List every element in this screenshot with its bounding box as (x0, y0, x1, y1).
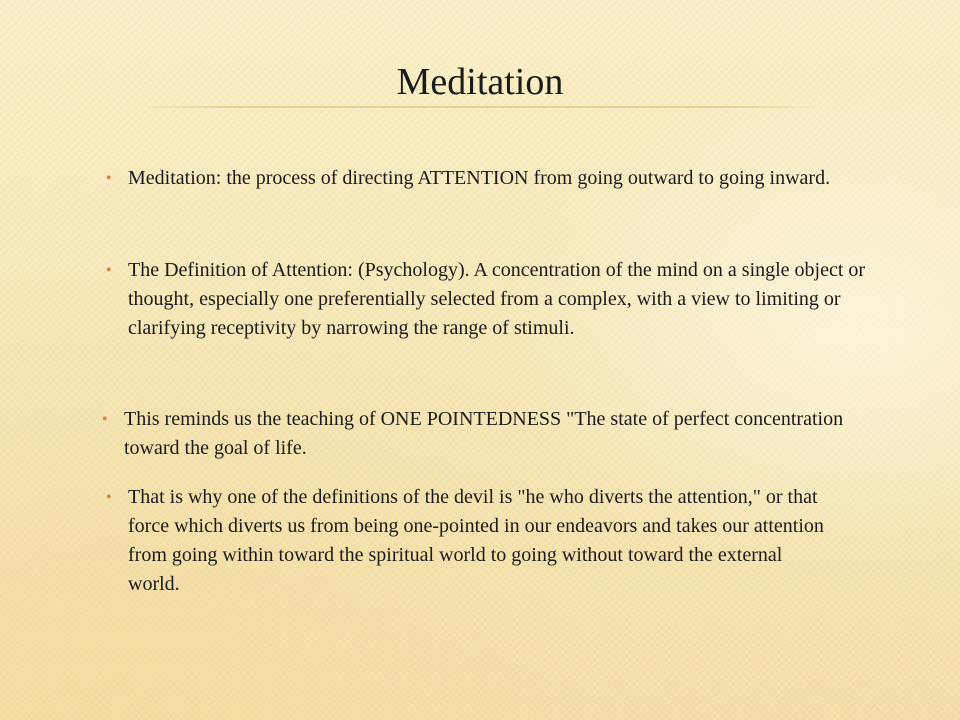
bullet-item-devil (106, 483, 828, 599)
bullet-text: This reminds us the teaching of ONE POINTEDNESS "The state of perfect concentration toward the goal of life. (124, 408, 844, 459)
title-divider (140, 106, 820, 108)
slide-title: Meditation (396, 61, 564, 103)
bullet-text: Meditation: the process of directing ATTENTION from going outward to going inward. (128, 167, 831, 189)
bullet-icon: • (102, 411, 108, 428)
bullet-item-one-pointedness (102, 405, 864, 463)
bullet-text: That is why one of the definitions of the devil is "he who diverts the attention," or that force which diverts us from being one-pointed in our endeavors and takes our attention from going within toward the spiritual world to going without toward the external world. (128, 486, 824, 595)
bullet-icon: • (106, 262, 112, 279)
bullet-icon: • (106, 489, 112, 506)
bullet-text: The Definition of Attention: (Psychology). A concentration of the mind on a single object or thought, especially one preferentially selected from a complex, with a view to limiting or clarifying receptivity by narrowing the range of stimuli. (128, 259, 866, 339)
bullet-item-definition (106, 164, 848, 193)
bullet-icon: • (106, 170, 112, 187)
bullet-item-attention (106, 256, 900, 343)
